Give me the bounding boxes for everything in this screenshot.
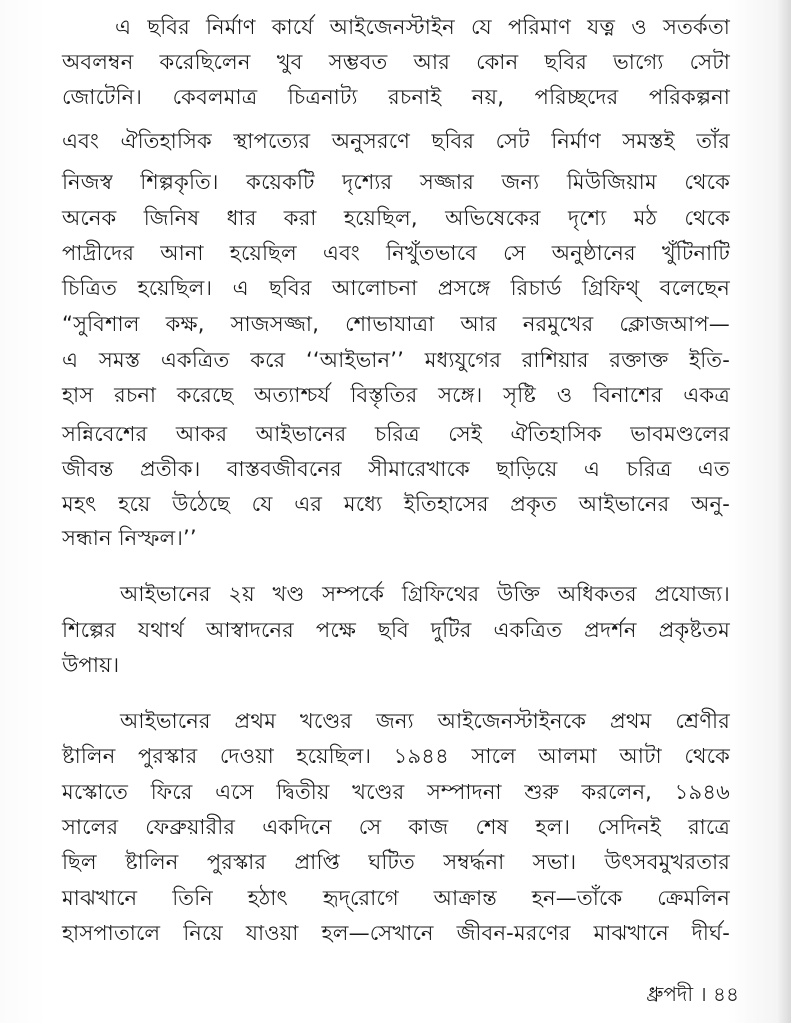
text-line: ছিল ষ্টালিন পুরস্কার প্রাপ্তি ঘটিত সম্বর্দ্ধনা সভা। উৎসবমুখরতার [62,850,730,874]
page-footer [646,981,739,1007]
text-line: “সুবিশাল কক্ষ, সাজসজ্জা, শোভাযাত্রা আর নরমুখের ক্লোজআপ— [62,312,730,336]
text-line: সালের ফেব্রুয়ারীর একদিনে সে কাজ শেষ হল। সেদিনই রাত্রে [62,815,730,839]
text-line: জোটেনি। কেবলমাত্র চিত্রনাট্য রচনাই নয়, পরিচ্ছদের পরিকল্পনা [62,85,730,109]
text-line: অবলম্বন করেছিলেন খুব সম্ভবত আর কোন ছবির ভাগ্যে সেটা [62,50,730,74]
text-line: এবং ঐতিহাসিক স্থাপত্যের অনুসরণে ছবির সেট নির্মাণ সমস্তই তাঁর [62,129,730,153]
text-line: জীবন্ত প্রতীক। বাস্তবজীবনের সীমারেখাকে ছাড়িয়ে এ চরিত্র এত [62,457,730,481]
text-line: মস্কোতে ফিরে এসে দ্বিতীয় খণ্ডের সম্পাদনা শুরু করলেন, ১৯৪৬ [62,780,730,804]
text-line: অনেক জিনিষ ধার করা হয়েছিল, অভিষেকের দৃশ্যে মঠ থেকে [62,206,730,230]
text-line: হাস রচনা করেছে অত্যাশ্চর্য বিস্তৃতির সঙ্গে। সৃষ্টি ও বিনাশের একত্র [62,383,730,407]
text-line: মাঝখানে তিনি হঠাৎ হৃদ্‌রোগে আক্রান্ত হন—তাঁকে ক্রেমলিন [62,886,730,910]
page-number: ৪৪ [713,982,739,1006]
text-line: মহৎ হয়ে উঠেছে যে এর মধ্যে ইতিহাসের প্রকৃত আইভানের অনু- [62,492,730,516]
text-line: আইভানের ২য় খণ্ড সম্পর্কে গ্রিফিথের উক্তি অধিকতর প্রযোজ্য। [120,582,730,606]
text-line: শিল্পের যথার্থ আস্বাদনের পক্ষে ছবি দুটির একত্রিত প্রদর্শন প্রকৃষ্টতম [62,618,730,642]
text-line: চিত্রিত হয়েছিল। এ ছবির আলোচনা প্রসঙ্গে রিচার্ড গ্রিফিথ্ বলেছেন [62,276,730,300]
page-edge-shadow [777,0,791,1023]
text-line: আইভানের প্রথম খণ্ডের জন্য আইজেনস্টাইনকে প্রথম শ্রেণীর [120,709,730,733]
text-line: হাসপাতালে নিয়ে যাওয়া হল—সেখানে জীবন-মরণের মাঝখানে দীর্ঘ- [62,921,730,945]
text-line: সন্নিবেশের আকর আইভানের চরিত্র সেই ঐতিহাসিক ভাবমণ্ডলের [62,422,730,446]
text-line: সন্ধান নিস্ফল।’’ [62,526,197,550]
text-line: নিজস্ব শিল্পকৃতি। কয়েকটি দৃশ্যের সজ্জার জন্য মিউজিয়াম থেকে [62,170,730,194]
footer-separator: । [699,982,707,1006]
text-line: এ সমস্ত একত্রিত করে ‘‘আইভান’’ মধ্যযুগের রাশিয়ার রক্তাক্ত ইতি- [62,348,730,372]
text-line: এ ছবির নির্মাণ কার্যে আইজেনস্টাইন যে পরিমাণ যত্ন ও সতর্কতা [115,15,730,39]
text-line: উপায়। [62,653,120,677]
journal-name: ধ্রুপদী [646,982,694,1006]
text-line: ষ্টালিন পুরস্কার দেওয়া হয়েছিল। ১৯৪৪ সালে আলমা আটা থেকে [62,744,730,768]
text-line: পাদ্রীদের আনা হয়েছিল এবং নিখুঁতভাবে সে অনুষ্ঠানের খুঁটিনাটি [62,241,730,265]
